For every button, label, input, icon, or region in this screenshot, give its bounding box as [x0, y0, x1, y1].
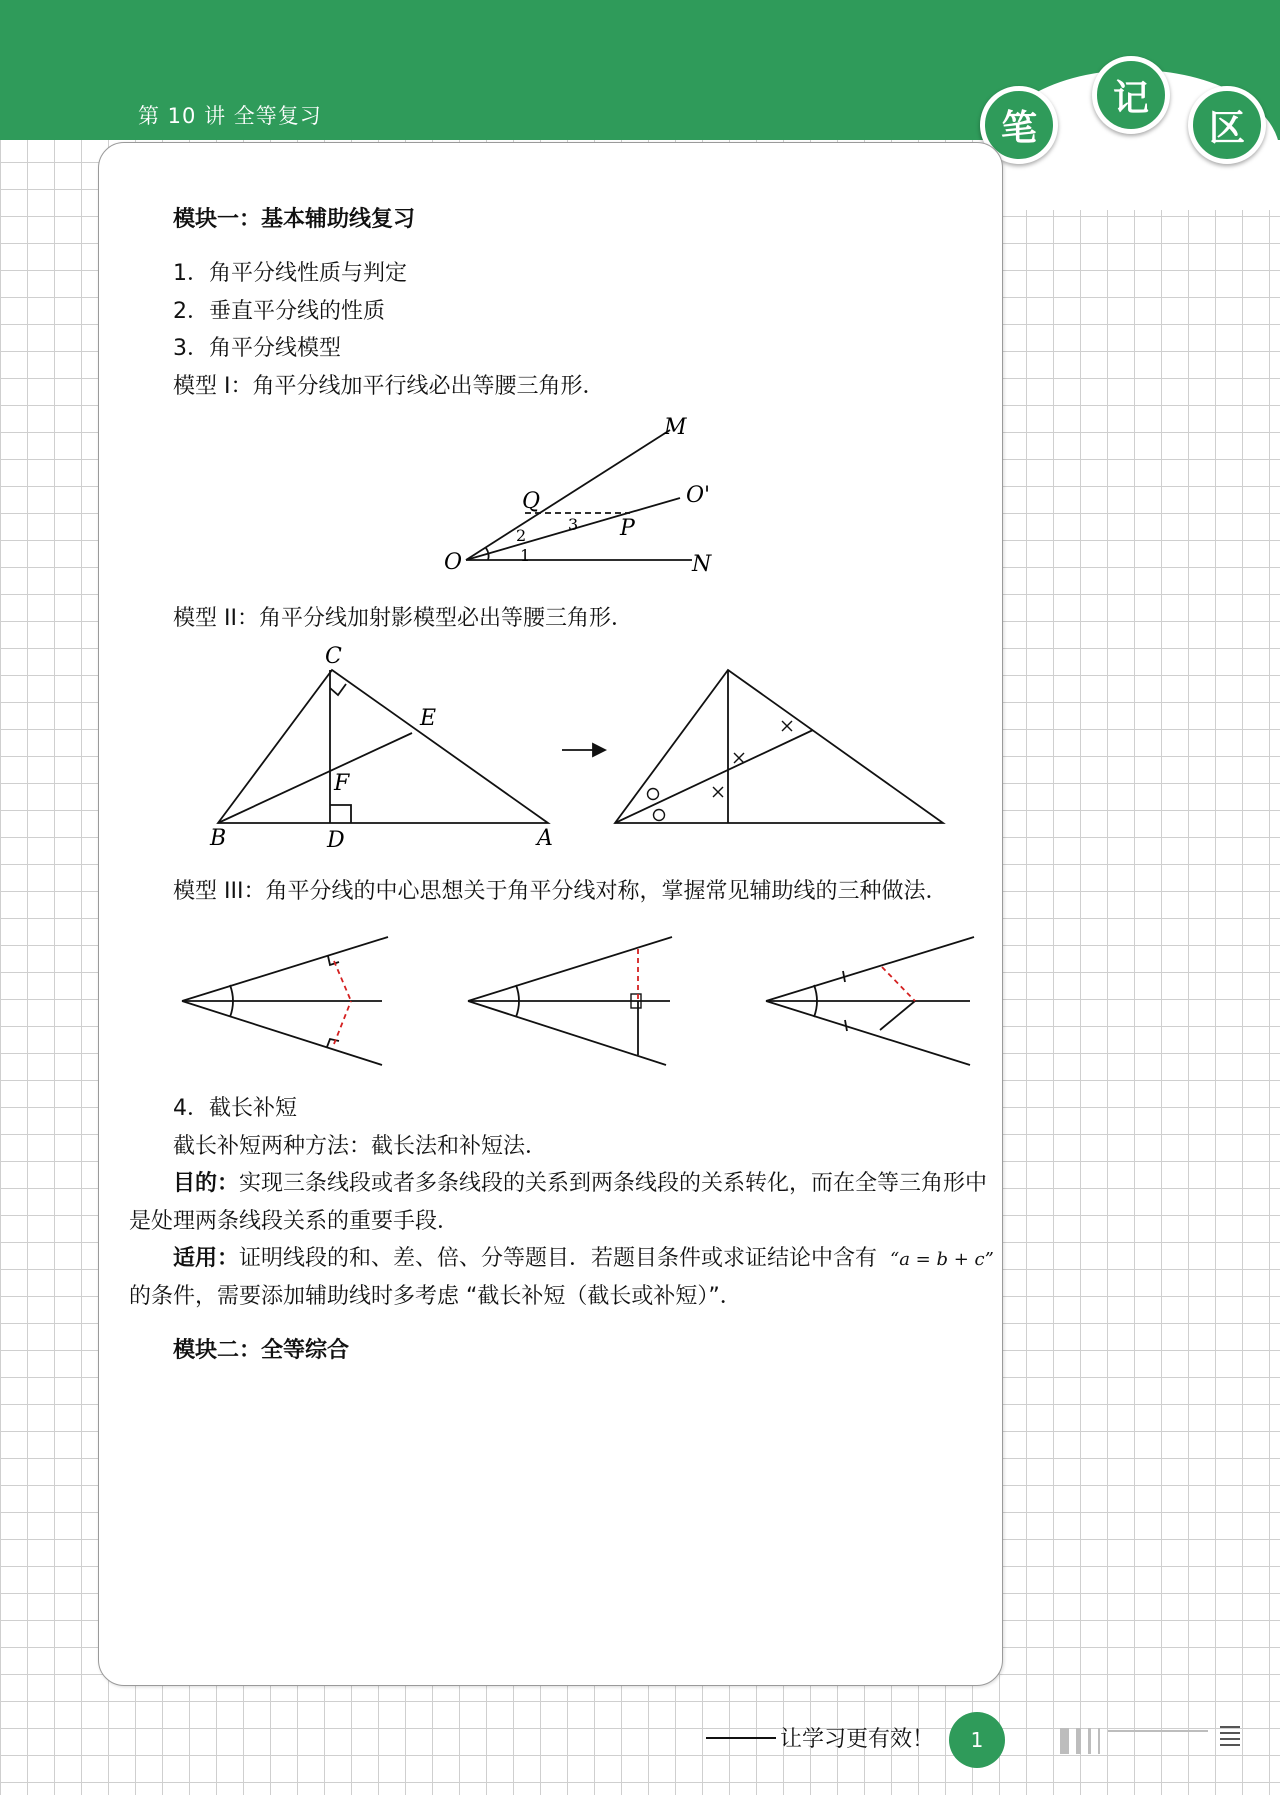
apply-formula: “a = b + c” — [890, 1249, 994, 1270]
label-O-prime: O' — [686, 483, 711, 508]
figure-three-auxiliary-methods — [170, 925, 990, 1075]
item-4: 4．截长补短 — [173, 1096, 297, 1121]
model-1-text: 模型 I：角平分线加平行线必出等腰三角形． — [173, 374, 605, 399]
page-number: 1 — [949, 1712, 1005, 1768]
purpose-line-2: 是处理两条线段关系的重要手段． — [129, 1209, 460, 1234]
label-3: 3 — [568, 515, 579, 534]
purpose-label: 目的： — [173, 1171, 240, 1196]
label-F: F — [334, 771, 350, 796]
label-B: B — [210, 826, 227, 851]
label-Q: Q — [522, 489, 541, 514]
figure-angle-bisector-parallel — [430, 410, 750, 580]
apply-text-1: 证明线段的和、差、倍、分等题目．若题目条件或求证结论中含有 — [239, 1246, 878, 1271]
module2-title: 模块二：全等综合 — [173, 1338, 350, 1363]
item-2: 2．垂直平分线的性质 — [173, 299, 385, 324]
label-O: O — [444, 550, 463, 575]
note-char-qu: 区 — [1188, 86, 1266, 164]
methods-text: 截长补短两种方法：截长法和补短法． — [173, 1134, 548, 1159]
model-3-text: 模型 III：角平分线的中心思想关于角平分线对称，掌握常见辅助线的三种做法． — [173, 879, 948, 904]
purpose-text-1: 实现三条线段或者多条线段的关系到两条线段的关系转化，而在全等三角形中 — [239, 1171, 988, 1196]
apply-line-1 — [173, 1241, 994, 1272]
label-A: A — [537, 826, 553, 851]
apply-line-2: 的条件，需要添加辅助线时多考虑 “截长补短（截长或补短）”． — [129, 1284, 742, 1309]
item-1: 1．角平分线性质与判定 — [173, 261, 407, 286]
label-M: M — [664, 415, 687, 440]
footer-decorative-lines — [1020, 1718, 1250, 1758]
label-E: E — [420, 706, 437, 731]
label-N: N — [692, 552, 712, 577]
note-char-bi: 笔 — [980, 86, 1058, 164]
figure-projection-model — [200, 645, 960, 855]
label-1: 1 — [520, 546, 531, 565]
module1-title: 模块一：基本辅助线复习 — [173, 207, 416, 232]
label-D: D — [327, 828, 345, 853]
label-2: 2 — [516, 526, 527, 545]
purpose-line-1 — [173, 1166, 987, 1197]
footer-dash — [706, 1737, 776, 1739]
chapter-title: 第 10 讲 全等复习 — [138, 104, 322, 128]
footer-slogan: 让学习更有效！ — [780, 1727, 935, 1752]
apply-label: 适用： — [173, 1246, 240, 1271]
note-char-ji: 记 — [1092, 56, 1170, 134]
item-3: 3．角平分线模型 — [173, 336, 341, 361]
label-C: C — [325, 645, 342, 669]
label-P: P — [620, 516, 635, 541]
model-2-text: 模型 II：角平分线加射影模型必出等腰三角形． — [173, 606, 633, 631]
